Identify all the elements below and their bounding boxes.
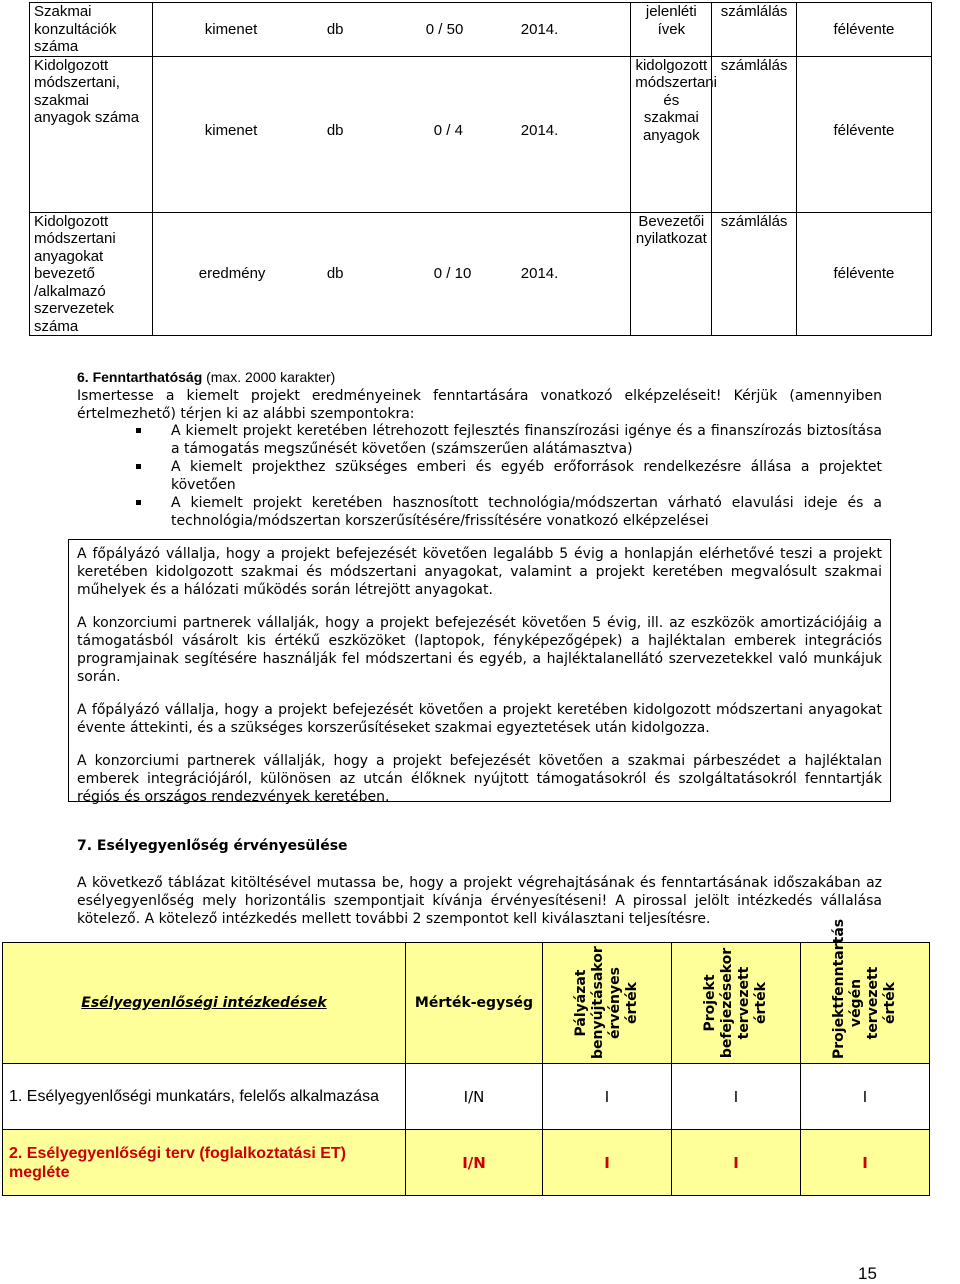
submission-value[interactable]: I [543, 1064, 672, 1130]
section-7-title: 7. Esélyegyenlőség érvényesülése [77, 838, 348, 854]
section-7-intro: A következő táblázat kitöltésével mutassa be, hogy a projekt végrehajtásának és fenntartásának időszakában az esélyegyenlőség mely horizontális szempontjait kívánja érvényesítéseni! A pirossal jelölt intézkedés vállalása kötelező. A kötelező intézkedés mellett további 2 szempontot kell kiválasztani teljesítésre. [77, 875, 882, 927]
header-submission: Pályázat benyújtásakor érvényes érték [543, 943, 672, 1064]
unit-value[interactable]: I/N [406, 1064, 543, 1130]
bullet-item: A kiemelt projekt keretében hasznosított technológia/módszertan várható elavulási ideje és a technológia/módszertan korszerűsítésére/frissítésére vonatkozó elképzelései [136, 494, 882, 530]
indicator-year: 2014. [497, 3, 631, 57]
indicator-row [30, 56, 932, 212]
section-6-response-box[interactable] [68, 539, 891, 805]
unit-value[interactable]: I/N [406, 1130, 543, 1196]
project-end-value[interactable]: I [672, 1064, 801, 1130]
response-paragraph: A konzorciumi partnerek vállalják, hogy a projekt befejezését követően a szakmai párbeszédet a hajléktalan emberek integrációjáról, különösen az utcán élőknek nyújtott támogatásokról és szolgáltatásokról fenntartják régiós és országos rendezvények keretében. [77, 753, 882, 805]
indicator-source: kidolgozott módszertani és szakmai anyagok [631, 56, 712, 212]
indicator-name: Kidolgozott módszertani anyagokat bevezető /alkalmazó szervezetek száma [30, 212, 153, 336]
indicator-method: számlálás [712, 3, 796, 57]
indicator-frequency: félévente [796, 212, 931, 336]
indicator-row [30, 3, 932, 57]
indicator-unit: db [265, 212, 372, 336]
response-paragraph: A főpályázó vállalja, hogy a projekt befejezését követően a projekt keretében kidolgozott módszertani anyagokat évente áttekinti, és a szükséges korszerűsítéseket szakmai egyeztetések után kidolgozza. [77, 702, 882, 736]
indicator-name: Kidolgozott módszertani, szakmai anyagok száma [30, 56, 153, 212]
measure-label: 1. Esélyegyenlőségi munkatárs, felelős alkalmazása [3, 1064, 406, 1130]
page-number: 15 [858, 1264, 877, 1283]
indicator-value: 0 / 4 [372, 56, 497, 212]
indicator-name: Szakmai konzultációk száma [30, 3, 153, 57]
section-6-intro: Ismertesse a kiemelt projekt eredményeinek fenntartására vonatkozó elképzeléseit! Kérjük (amennyiben értelmezhető) térjen ki az alábbi szempontokra: [77, 388, 882, 422]
indicator-source: Bevezetői nyilatkozat [631, 212, 712, 336]
indicator-type: kimenet [152, 3, 265, 57]
indicator-value: 0 / 50 [372, 3, 497, 57]
square-bullet-icon [136, 464, 141, 469]
indicator-year: 2014. [497, 212, 631, 336]
response-paragraph: A főpályázó vállalja, hogy a projekt befejezését követően legalább 5 évig a honlapján elérhetővé teszi a projekt keretében kidolgozott szakmai és módszertani anyagokat, valamint a projekt keretében megvalósult szakmai műhelyek és a hálózati működés során létrejött anyagokat. [77, 546, 882, 598]
indicator-method: számlálás [712, 212, 796, 336]
square-bullet-icon [136, 500, 141, 505]
indicator-type: eredmény [152, 212, 265, 336]
header-unit: Mérték-egység [406, 943, 543, 1064]
square-bullet-icon [136, 428, 141, 433]
sustain-end-value[interactable]: I [801, 1064, 930, 1130]
indicator-unit: db [265, 3, 372, 57]
indicator-row [30, 212, 932, 336]
indicator-frequency: félévente [796, 56, 931, 212]
project-end-value[interactable]: I [672, 1130, 801, 1196]
indicator-value: 0 / 10 [372, 212, 497, 336]
response-paragraph: A konzorciumi partnerek vállalják, hogy a projekt befejezését követően 5 évig, ill. az eszközök amortizációjáig a támogatásból vásárolt kis értékű eszközöket (laptopok, fényképezőgépek) a hajléktalan emberek integrációs programjainak segítésére használják fel módszertani és egyéb, a hajléktalanellátó szervezetekkel való munkájuk során. [77, 615, 882, 685]
sustain-end-value[interactable]: I [801, 1130, 930, 1196]
section-6-title [77, 369, 335, 386]
indicator-source: jelenléti ívek [631, 3, 712, 57]
bullet-item: A kiemelt projekt keretében létrehozott fejlesztés finanszírozási igénye és a finanszírozás biztosítása a támogatás megszűnését követően (számszerűen alátámasztva) [136, 422, 882, 458]
section-6-limit: (max. 2000 karakter) [202, 369, 336, 385]
header-measures: Esélyegyenlőségi intézkedések [3, 943, 406, 1064]
table-row-required [3, 1130, 930, 1196]
table-row [3, 1064, 930, 1130]
indicator-method: számlálás [712, 56, 796, 212]
indicator-table [29, 2, 932, 336]
section-6-heading: 6. Fenntarthatóság [77, 369, 203, 385]
indicator-frequency: félévente [796, 3, 931, 57]
table-header-row [3, 943, 930, 1064]
indicator-type: kimenet [152, 56, 265, 212]
indicator-year: 2014. [497, 56, 631, 212]
equal-opportunity-table [2, 918, 930, 1196]
header-project-end: Projekt befejezésekor tervezett érték [672, 943, 801, 1064]
section-6-bullet-list [136, 422, 882, 530]
header-sustain-end: Projektfenntartás végén tervezett érték [801, 943, 930, 1064]
indicator-unit: db [265, 56, 372, 212]
submission-value[interactable]: I [543, 1130, 672, 1196]
bullet-item: A kiemelt projekthez szükséges emberi és egyéb erőforrások rendelkezésre állása a projektet követően [136, 458, 882, 494]
measure-label-required: 2. Esélyegyenlőségi terv (foglalkoztatási ET) megléte [3, 1130, 406, 1196]
